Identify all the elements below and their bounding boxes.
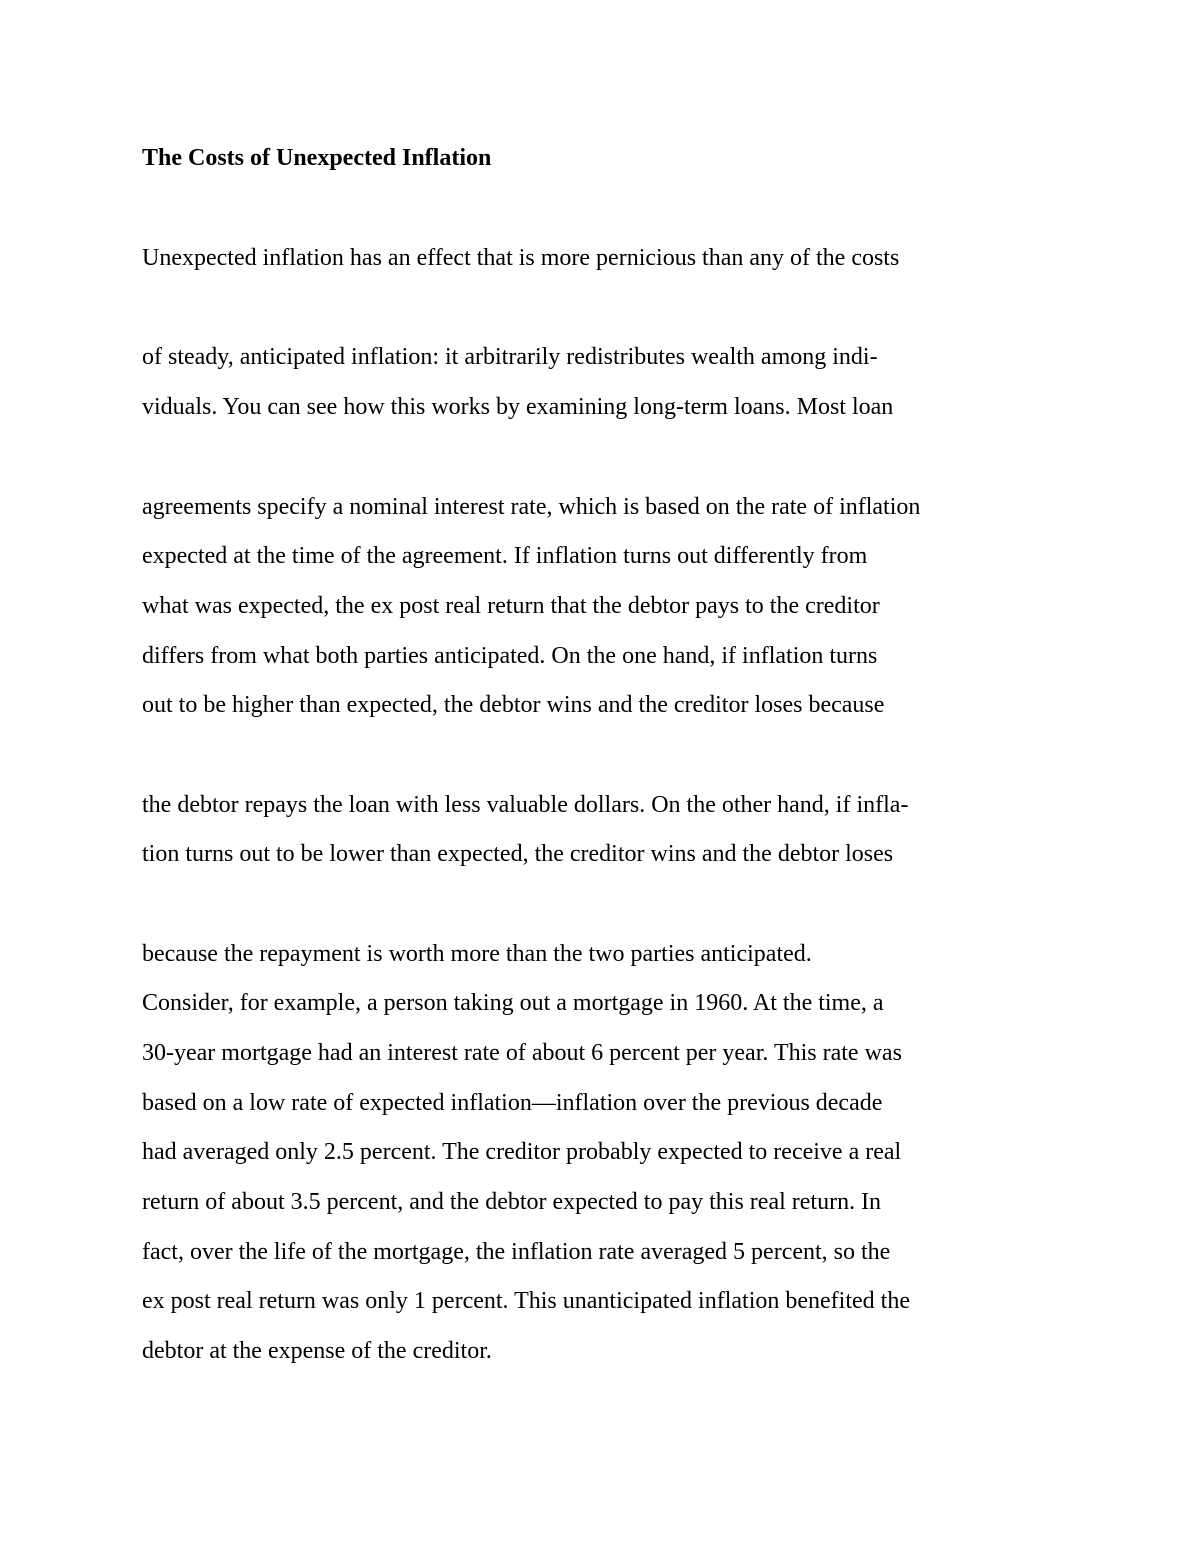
text-line-10: tion turns out to be lower than expected, the creditor wins and the debtor loses [142, 841, 894, 867]
text-line-13: 30-year mortgage had an interest rate of about 6 percent per year. This rate was [142, 1040, 902, 1066]
document-title: The Costs of Unexpected Inflation [142, 145, 492, 171]
text-line-6: what was expected, the ex post real return that the debtor pays to the creditor [142, 593, 880, 619]
text-line-19: debtor at the expense of the creditor. [142, 1338, 492, 1364]
text-line-4: agreements specify a nominal interest rate, which is based on the rate of inflation [142, 494, 921, 520]
text-line-14: based on a low rate of expected inflation—inflation over the previous decade [142, 1090, 883, 1116]
text-line-5: expected at the time of the agreement. If inflation turns out differently from [142, 543, 868, 569]
text-line-8: out to be higher than expected, the debtor wins and the creditor loses because [142, 692, 885, 718]
text-line-1: Unexpected inflation has an effect that is more pernicious than any of the costs [142, 245, 900, 271]
text-line-18: ex post real return was only 1 percent. This unanticipated inflation benefited the [142, 1288, 910, 1314]
text-line-9: the debtor repays the loan with less valuable dollars. On the other hand, if infla- [142, 792, 909, 818]
text-line-11: because the repayment is worth more than the two parties anticipated. [142, 941, 812, 967]
text-line-17: fact, over the life of the mortgage, the inflation rate averaged 5 percent, so the [142, 1239, 891, 1265]
text-line-12: Consider, for example, a person taking out a mortgage in 1960. At the time, a [142, 990, 884, 1016]
text-line-3: viduals. You can see how this works by examining long-term loans. Most loan [142, 394, 894, 420]
text-line-7: differs from what both parties anticipated. On the one hand, if inflation turns [142, 643, 878, 669]
text-line-15: had averaged only 2.5 percent. The creditor probably expected to receive a real [142, 1139, 902, 1165]
text-line-2: of steady, anticipated inflation: it arbitrarily redistributes wealth among indi- [142, 344, 878, 370]
text-line-16: return of about 3.5 percent, and the debtor expected to pay this real return. In [142, 1189, 882, 1215]
